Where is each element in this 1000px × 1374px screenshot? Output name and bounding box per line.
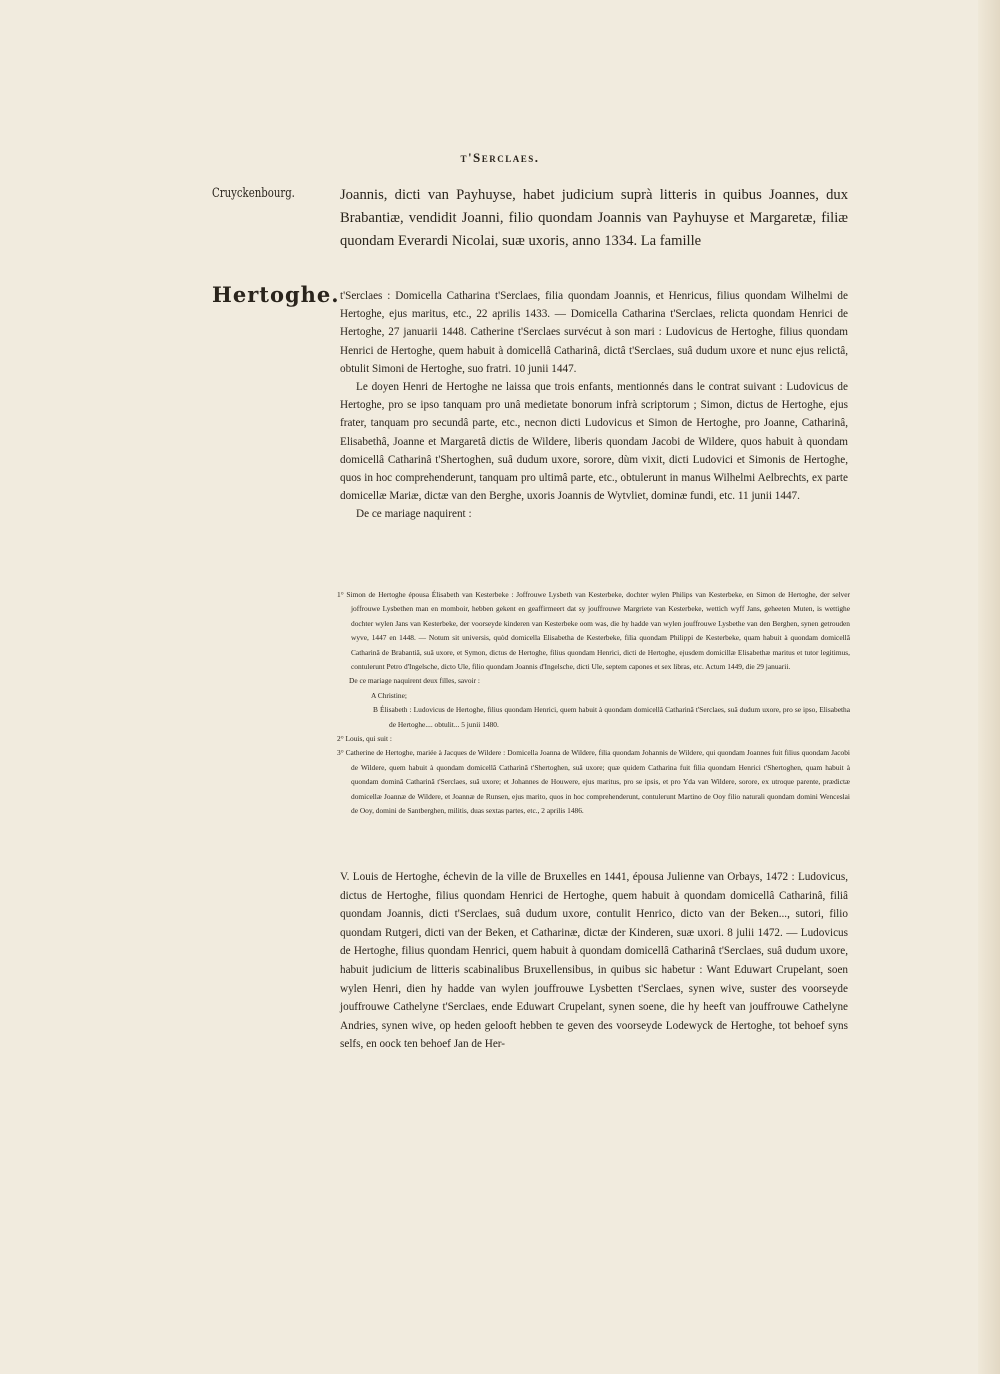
paragraph-serclaes-catharina: t'Serclaes : Domicella Catharina t'Serclaes, filia quondam Joannis, et Henricus, filius quondam Wilhelmi de Hertoghe, ejus maritus, etc., 22 aprilis 1433. — Domicella Catharina t'Serclaes, relicta quondam Henrici de Hertoghe, 27 januarii 1448. Catherine t'Serclaes survécut à son mari : Ludovicus de Hertoghe, filius quondam Henrici de Hertoghe, quem habuit à domicellâ Catharinâ, dictâ t'Serclaes, suâ dudum uxore et nunc ejus relictâ, obtulit Simoni de Hertoghe, suo fratri. 10 junii 1447. <box>340 290 848 375</box>
note-simon: 1° Simon de Hertoghe épousa Élisabeth van Kesterbeke : Joffrouwe Lysbeth van Kesterbeke, dochter wylen Philips van Kesterbeke, en Simon de Hertoghe, der selver joffrouwe Lysbethen man en momboir, hebben gekent en geaffirmeert dat sy jouffrouwe Margriete van Kesterbeke, wettich wyff Jans, geheeten Muten, is wettighe dochter wylen Jans van Kesterbeke, der voorseyde kinderen van Kesterbeke oom was, die hy hadde van wylen jouffrouwe Lysbethe van den Berghen, synen getrouden wyve, 1447 en 1448. — Notum sit universis, quòd domicella Elisabetha de Kesterbeke, filia quondam Philippi de Kesterbeke, quam habuit à quondam domicellâ Catharinâ de Brabantiâ, suâ uxore, et Symon, dictus de Hertoghe, filius quondam Henrici, dicti de Hertoghe, ejusdem domicillæ Elisabethæ maritus et tutor legitimus, contulerunt Petro d'Ingelsche, dicto Ule, filio quondam Joannis d'Ingelsche, dicti Ule, septem capones et sex libras, etc. Actum 1449, die 29 januarii. <box>337 590 850 672</box>
note-deux-filles: De ce mariage naquirent deux filles, savoir : <box>349 676 480 686</box>
page-edge <box>978 0 1000 1374</box>
note-christine: A Christine; <box>371 690 407 700</box>
paragraph-louis-de-hertoghe <box>340 868 848 1054</box>
paragraph-louis-text: V. Louis de Hertoghe, échevin de la ville de Bruxelles en 1441, épousa Julienne van Orbays, 1472 : Ludovicus, dictus de Hertoghe, filius quondam Henrici de Hertoghe, quem habuit à quondam domicellâ Catharinâ, filiâ quondam Joannis, dicti t'Serclaes, suâ dudum uxore, contulit Henrico, dicto van der Beken..., sutori, filio quondam Rutgeri, dicti van der Beken, et Catharinæ, dictæ der Kinderen, suæ uxori. 8 julii 1472. — Ludovicus de Hertoghe, filius quondam Henrici, quem habuit à quondam domicellâ Catharinâ t'Serclaes, suâ dudum uxore, habuit judicium de litteris scabinalibus Bruxellensibus, in quibus sic habetur : Want Eduwart Crupelant, soen wylen Henri, dien hy hadde van wylen jouffrouwe Lysbetten t'Serclaes, synen wive, suster des voorseyde jouffrouwe Cathelyne t'Serclaes, ende Eduwart Crupelant, synen soene, die hy heeft van jouffrouwe Cathelyne Andries, synen wive, op heden gelooft hebben te geven des voorseyde Lodewyck de Hertoghe, tot behoef syns selfs, en oock ten behoef Jan de Her- <box>340 871 848 1051</box>
margin-note-cruyckenbourg: Cruyckenbourg. <box>212 186 295 201</box>
note-catherine: 3° Catherine de Hertoghe, mariée à Jacques de Wildere : Domicella Joanna de Wildere, filia quondam Johannis de Wildere, qui quondam Joannes fuit filius quondam Jacobi de Wildere, quem habuit à quondam domicellâ Catharinâ t'Shertoghen, suâ uxore; quæ quidem Catharina fuit filia quondam Henrici t'Shertoghen, quam habuit à quondam dominâ Catharinâ t'Serclaes, suâ uxore; et Johannes de Houwere, ejus maritus, pro se ipsis, et pro Yda van Wildere, sorore, ex utroque parente, prædictæ domicellæ Joannæ de Wildere, et Joannæ de Runsen, ejus marito, quos in hoc comprehenderunt, contulerunt Martino de Ooy filio naturali quondam domini Wenceslai de Ooy, domini de Santberghen, militis, duas sextas partes, etc., 2 aprilis 1486. <box>337 748 850 816</box>
margin-note-hertoghe: Hertoghe. <box>212 282 340 307</box>
note-louis: 2° Louis, qui suit : <box>337 734 392 744</box>
paragraph-doyen-henri: Le doyen Henri de Hertoghe ne laissa que trois enfants, mentionnés dans le contrat suivant : Ludovicus de Hertoghe, pro se ipso tanquam pro unâ medietate bonorum infrà scriptorum ; Simon, dictus de Hertoghe, ejus frater, tanquam pro secundâ parte, etc., necnon dicti Ludovicus et Simon de Hertoghe, pro Joanne, Catharinâ, Elisabethâ, Joanne et Margaretâ dictis de Wildere, liberis quondam Jacobi de Wildere, quos habuit à quondam domicellâ Catharinâ t'Shertoghen, suâ dudum uxore, sorore, dùm vixit, dicti Ludovici et Simonis de Hertoghe, quos in hoc comprehenderunt, tanquam pro ultimâ parte, etc., obtulerunt in manus Wilhelmi Aelbrechts, ex parte domicellæ Mariæ, dictæ van den Berghe, uxoris Joannis de Wytvliet, dominæ fundi, etc. 11 junii 1447. <box>340 381 848 503</box>
paragraph-payhuyse: Joannis, dicti van Payhuyse, habet judicium suprà litteris in quibus Joannes, dux Brabantiæ, vendidit Joanni, filio quondam Joannis van Payhuyse et Margaretæ, filiæ quondam Everardi Nicolai, suæ uxoris, anno 1334. La famille <box>340 187 848 249</box>
running-title: t'Serclaes. <box>460 150 540 165</box>
paragraph-mariage-intro: De ce mariage naquirent : <box>356 508 472 521</box>
footnotes-block <box>337 588 850 819</box>
paragraph-hertoghe <box>340 287 848 524</box>
note-elisabeth: B Élisabeth : Ludovicus de Hertoghe, filius quondam Henrici, quem habuit à quondam domicellâ Catharinâ t'Serclaes, suâ dudum uxore, pro se ipso, Elisabetha de Hertoghe.... obtulit... 5 junii 1480. <box>373 705 850 729</box>
